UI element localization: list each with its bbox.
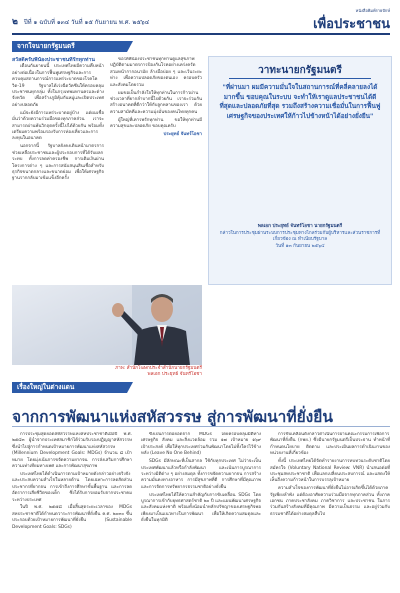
section-bar-label: เรื่องใหญ่ในต่างแดน <box>17 383 75 391</box>
bar-arrow-decoration <box>127 41 133 52</box>
paragraph: SDGs มีลักษณะที่เป็นสากล ใช้กับทุกประเทศ ไม่ว่าจะเป็นประเทศพัฒนาแล้วหรือกำลังพัฒนา และเน้นการบูรณาการระหว่างมิติต่าง ๆ อย่างสมดุล ทั้งการขจัดความยากจน การสร้างความมั่นคงทางอาหาร การมีสุขภาพที่ดี การศึกษาที่มีคุณภาพ และการจัดการทรัพยากรธรรมชาติอย่างยั่งยืน <box>141 459 261 490</box>
pm-photo-illustration <box>12 285 202 365</box>
issue-date: ปีที่ ๑ ฉบับที่ ๑๓๔ วันที่ ๑๕ กันยายน พ.ศ. ๒๕๖๔ <box>23 19 150 26</box>
paragraph: ขอให้พี่น้องประชาชนทุกท่านดูแลสุขภาพ ปฏิบัติตามมาตรการป้องกันโรคอย่างเคร่งครัด สวมหน้ากากอนามัย ล้างมือบ่อย ๆ และเว้นระยะห่าง เพื่อความปลอดภัยของตนเอง ครอบครัว และสังคมโดยรวม <box>110 57 202 88</box>
page-header <box>12 6 390 32</box>
header-divider <box>12 33 390 35</box>
pm-letter-col2 <box>110 57 202 283</box>
photo-caption <box>12 366 202 378</box>
quote-speaker: พลเอก ประยุทธ์ จันทร์โอชา นายกรัฐมนตรี <box>257 224 343 229</box>
masthead-title: เพื่อประชาชน <box>313 17 390 32</box>
masthead-subtitle: หนังสือพิมพ์รายปักษ์ <box>355 8 390 13</box>
quote-text: "ที่ผ่านมา ผมมีความมั่นใจในสถานการณ์ที่คลี่คลายลงได้มากขึ้น ขอบคุณในระบบ จะทำให้เราดูแลประชาชนได้ดีที่สุดและปลอดภัยที่สุด รวมถึงสร้างความเชื่อมั่นในการฟื้นฟูเศรษฐกิจของประเทศให้ก้าวไปข้างหน้าได้อย่างยั่งยืน" <box>219 83 381 120</box>
section-bar-foreign <box>12 382 127 393</box>
pm-photo <box>12 285 202 365</box>
issue-info <box>12 14 149 28</box>
quote-context: กล่าวในการประชุมผ่านระบบการประชุมทางไกลร่วมกับผู้บริหารและส่วนราชการที่เกี่ยวข้อง ณ ทำเนียบรัฐบาล <box>219 230 381 242</box>
signoff-name: ประยุทธ์ จันทร์โอชา <box>163 131 202 137</box>
paragraph: นอกจากนี้ รัฐบาลยังคงเดินหน้ามาตรการช่วยเหลือประชาชนและผู้ประกอบการที่ได้รับผลกระทบ ทั้งการลดค่าครองชีพ การเติมเงินผ่านโครงการต่าง ๆ และการสนับสนุนสินเชื่อสำหรับธุรกิจขนาดกลางและขนาดย่อม เพื่อให้เศรษฐกิจฐานรากกลับมาเข้มแข็งอีกครั้ง <box>12 144 104 182</box>
paragraph: ประเทศไทยได้ให้ความสำคัญกับการขับเคลื่อน SDGs โดยบูรณาการเข้ากับยุทธศาสตร์ชาติ ๒๐ ปี และแผนพัฒนาเศรษฐกิจและสังคมแห่งชาติ พร้อมทั้งน้อมนำหลักปรัชญาของเศรษฐกิจพอเพียงมาเป็นแนวทางในการพัฒนา เพื่อให้เกิดความสมดุลและยั่งยืนในทุกมิติ <box>141 492 261 524</box>
quote-date: วันที่ ๑๓ กันยายน ๒๕๖๔ <box>275 243 325 249</box>
pm-letter-greeting: สวัสดีครับพี่น้องประชาชนที่รักทุกท่าน <box>12 57 95 63</box>
quote-title: วาทะนายกรัฐมนตรี <box>258 65 342 76</box>
section-bar-pm <box>12 41 127 52</box>
paragraph: ประเทศไทยได้ดำเนินการตามเป้าหมายดังกล่าวอย่างจริงจัง และประสบความสำเร็จในหลายด้าน โดยเฉพาะการลดสัดส่วนประชากรที่ยากจน การเข้าถึงการศึกษาขั้นพื้นฐาน และการลดอัตราการเสียชีวิตของเด็ก ซึ่งได้รับการยอมรับจากประชาคมระหว่างประเทศ <box>12 471 132 503</box>
photo-subject: พลเอก ประยุทธ์ จันทร์โอชา <box>147 372 202 377</box>
section-bar-label: จากใจนายกรัฐมนตรี <box>17 42 75 50</box>
paragraph: ผมขอเป็นกำลังใจให้ทุกท่านในการก้าวผ่านช่วงเวลาที่ยากลำบากนี้ไปด้วยกัน เราจะร่วมกันสร้างอนาคตที่ดีกว่าให้กับลูกหลานของเรา ด้วยความสามัคคีและความมุ่งมั่นของคนไทยทุกคน <box>110 90 202 115</box>
photo-credit: ภาพ: สำนักโฆษกประจำสำนักนายกรัฐมนตรี <box>115 366 202 371</box>
bar-arrow-decoration <box>127 382 133 393</box>
paragraph: ซึ่งเป็นการต่อยอดจาก MDGs โดยครอบคลุมมิติทางเศรษฐกิจ สังคม และสิ่งแวดล้อม รวม ๑๗ เป้าหมาย ๑๖๙ เป้าประสงค์ เพื่อให้ทุกประเทศร่วมกันพัฒนาโดยไม่ทิ้งใครไว้ข้างหลัง (Leave No One Behind) <box>141 432 261 457</box>
paragraph: แม้จะยังมีการแพร่ระบาดอยู่บ้าง แต่ผมเชื่อมั่นว่าด้วยความร่วมมือของทุกภาคส่วน เราจะสามารถผ่านพ้นวิกฤตครั้งนี้ไปได้ด้วยกัน พร้อมทั้งเตรียมความพร้อมรองรับการท่องเที่ยวและการลงทุนในอนาคต <box>12 110 104 142</box>
article-col3 <box>270 432 390 587</box>
pm-quote-box <box>208 56 392 285</box>
paragraph: การขับเคลื่อนดังกล่าวดำเนินการผ่านคณะกรรมการเพื่อการพัฒนาที่ยั่งยืน (กพย.) ซึ่งมีนายกรัฐมนตรีเป็นประธาน ทำหน้าที่กำหนดนโยบาย ติดตาม และประเมินผลการดำเนินงานของหน่วยงานที่เกี่ยวข้อง <box>270 432 390 457</box>
paragraph: ความสำเร็จของการพัฒนาที่ยั่งยืนไม่อาจเกิดขึ้นได้ด้วยภาครัฐเพียงลำพัง แต่ต้องอาศัยความร่วมมือจากทุกภาคส่วน ทั้งภาคเอกชน ภาคประชาสังคม ภาควิชาการ และประชาชน ในการร่วมกันสร้างสังคมที่มีคุณภาพ มีความเป็นธรรม และอยู่ร่วมกับธรรมชาติได้อย่างสมดุลสืบไป <box>270 486 390 517</box>
page-number: ๒ <box>12 17 18 27</box>
article-headline: จากการพัฒนาแห่งสหัสวรรษ สู่การพัฒนาที่ยั่งยืน <box>12 407 333 426</box>
paragraph: ในปี พ.ศ. ๒๕๕๘ เมื่อสิ้นสุดระยะเวลาของ MDGs สหประชาชาติได้กำหนดวาระการพัฒนาที่ยั่งยืน ค.ศ. ๒๐๓๐ ขึ้น ประกอบด้วยเป้าหมายการพัฒนาที่ยั่งยืน (Sustainable Development Goals: SDGs) <box>12 505 132 530</box>
pm-letter-col1 <box>12 57 104 283</box>
quote-attribution <box>219 224 381 250</box>
paragraph: เดือนกันยายนนี้ ประเทศไทยมีความคืบหน้าอย่างต่อเนื่องในการฟื้นฟูเศรษฐกิจและการควบคุมสถานการณ์การแพร่ระบาดของโรคโควิด-19 รัฐบาลได้เร่งฉีดวัคซีนให้ครอบคลุมประชาชนทุกกลุ่ม ทั้งในกรุงเทพมหานครและต่างจังหวัด เพื่อสร้างภูมิคุ้มกันหมู่และเปิดประเทศอย่างปลอดภัย <box>12 64 104 108</box>
masthead <box>313 8 390 33</box>
article-col1 <box>12 432 132 587</box>
quote-divider <box>229 78 371 79</box>
signoff-line: ผู้ใหญ่ที่เคารพรักทุกท่าน ขอให้ทุกท่านมีความสุขและปลอดภัย ขอบคุณครับ <box>110 117 202 130</box>
paragraph: การประชุมสุดยอดสหัสวรรษแห่งสหประชาชาติเมื่อปี พ.ศ. ๒๕๔๓ ผู้นำจากประเทศสมาชิกได้ร่วมรับรองปฏิญญาสหัสวรรษ ซึ่งนำไปสู่การกำหนดเป้าหมายการพัฒนาแห่งสหัสวรรษ (Millennium Development Goals: MDGs) จำนวน ๘ เป้าหมาย โดยมุ่งเน้นการขจัดความยากจน การส่งเสริมการศึกษา ความเท่าเทียมทางเพศ และการพัฒนาสุขภาพ <box>12 432 132 470</box>
paragraph: ทั้งนี้ ประเทศไทยได้จัดทำรายงานการทบทวนระดับชาติโดยสมัครใจ (Voluntary National Review: VNR) นำเสนอต่อที่ประชุมสหประชาชาติ เพื่อแลกเปลี่ยนประสบการณ์ และแสดงให้เห็นถึงความก้าวหน้าในการบรรลุเป้าหมาย <box>270 459 390 484</box>
article-col2 <box>141 432 261 587</box>
headline-divider <box>12 426 390 427</box>
